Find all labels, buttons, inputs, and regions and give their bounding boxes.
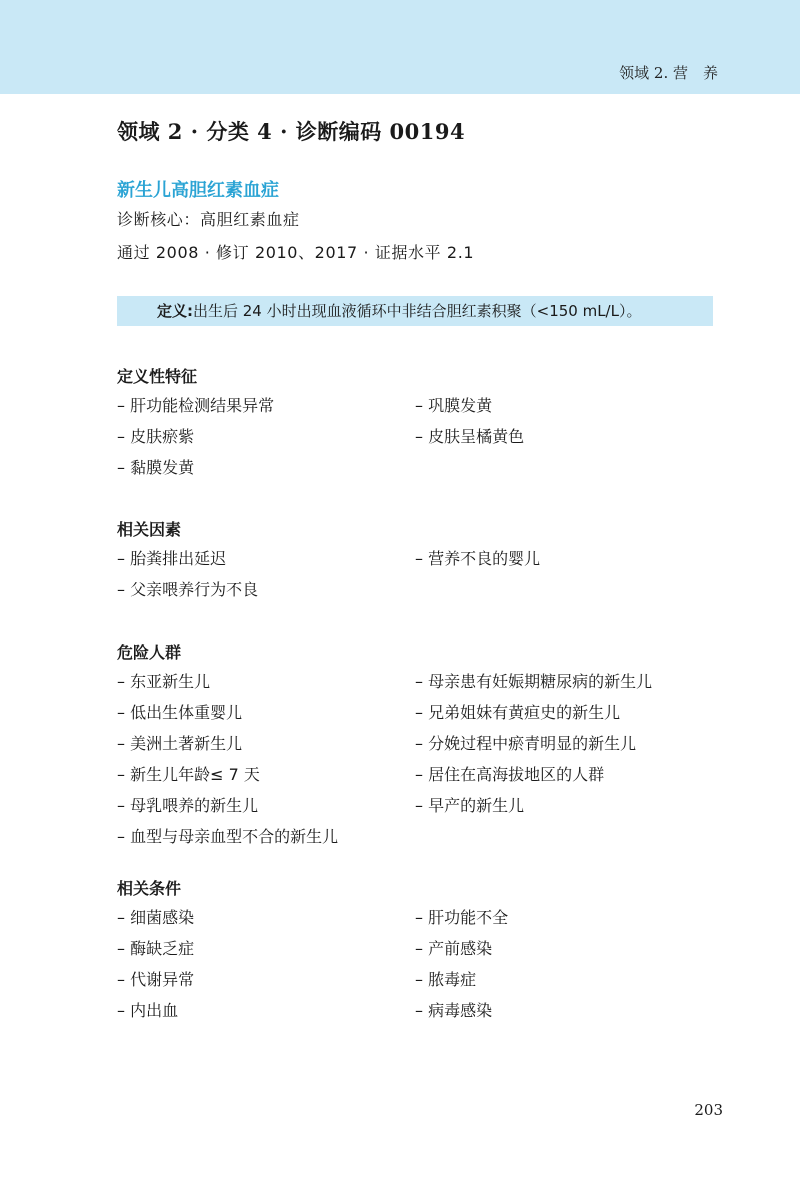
- list-item: – 早产的新生儿: [415, 793, 725, 818]
- section-heading: 定义性特征: [117, 367, 198, 386]
- list-item: – 皮肤呈橘黄色: [415, 424, 725, 449]
- list-item: – 新生儿年龄≤ 7 天: [117, 762, 415, 787]
- list-item: – 细菌感染: [117, 905, 415, 930]
- at-risk-population-section: [117, 640, 737, 849]
- list-item: – 低出生体重婴儿: [117, 700, 415, 725]
- section-heading: 相关条件: [117, 879, 182, 898]
- list-item: – 脓毒症: [415, 967, 725, 992]
- definition-box: [117, 296, 713, 326]
- list-item: – 美洲土著新生儿: [117, 731, 415, 756]
- list-item: – 兄弟姐妹有黄疸史的新生儿: [415, 700, 725, 725]
- list-item: – 肝功能不全: [415, 905, 725, 930]
- defining-characteristics-section: [117, 364, 737, 480]
- list-item: – 酶缺乏症: [117, 936, 415, 961]
- list-item: – 营养不良的婴儿: [415, 546, 725, 571]
- running-head: 领域 2. 营 养: [619, 64, 718, 82]
- item-list: [117, 905, 737, 1023]
- list-item: – 东亚新生儿: [117, 669, 415, 694]
- item-list: [117, 393, 737, 480]
- list-item: – 母亲患有妊娠期糖尿病的新生儿: [415, 669, 725, 694]
- diagnosis-focus: 诊断核心：高胆红素血症: [117, 210, 300, 229]
- list-item: – 居住在高海拔地区的人群: [415, 762, 725, 787]
- related-factors-section: [117, 517, 737, 602]
- definition-text: 出生后 24 小时出现血液循环中非结合胆红素积聚（<150 mL/L）。: [193, 302, 642, 320]
- page-number: 203: [694, 1101, 723, 1119]
- list-item: – 黏膜发黄: [117, 455, 415, 480]
- list-item: – 病毒感染: [415, 998, 725, 1023]
- list-item: – 代谢异常: [117, 967, 415, 992]
- list-item: – 皮肤瘀紫: [117, 424, 415, 449]
- item-list: [117, 546, 737, 602]
- definition-label: 定义:: [157, 302, 193, 320]
- list-item: – 血型与母亲血型不合的新生儿: [117, 824, 415, 849]
- list-item: – 产前感染: [415, 936, 725, 961]
- list-item: – 胎粪排出延迟: [117, 546, 415, 571]
- diagnosis-approval-info: 通过 2008 · 修订 2010、2017 · 证据水平 2.1: [117, 243, 475, 262]
- associated-conditions-section: [117, 876, 737, 1023]
- diagnosis-name: 新生儿高胆红素血症: [117, 180, 279, 201]
- list-item: – 分娩过程中瘀青明显的新生儿: [415, 731, 725, 756]
- list-item: – 肝功能检测结果异常: [117, 393, 415, 418]
- list-item: – 巩膜发黄: [415, 393, 725, 418]
- list-item: – 父亲喂养行为不良: [117, 577, 415, 602]
- diagnosis-code-title: 领域 2 · 分类 4 · 诊断编码 00194: [117, 119, 466, 144]
- list-item: – 母乳喂养的新生儿: [117, 793, 415, 818]
- item-list: [117, 669, 737, 849]
- section-heading: 相关因素: [117, 520, 182, 539]
- list-item: – 内出血: [117, 998, 415, 1023]
- section-heading: 危险人群: [117, 643, 182, 662]
